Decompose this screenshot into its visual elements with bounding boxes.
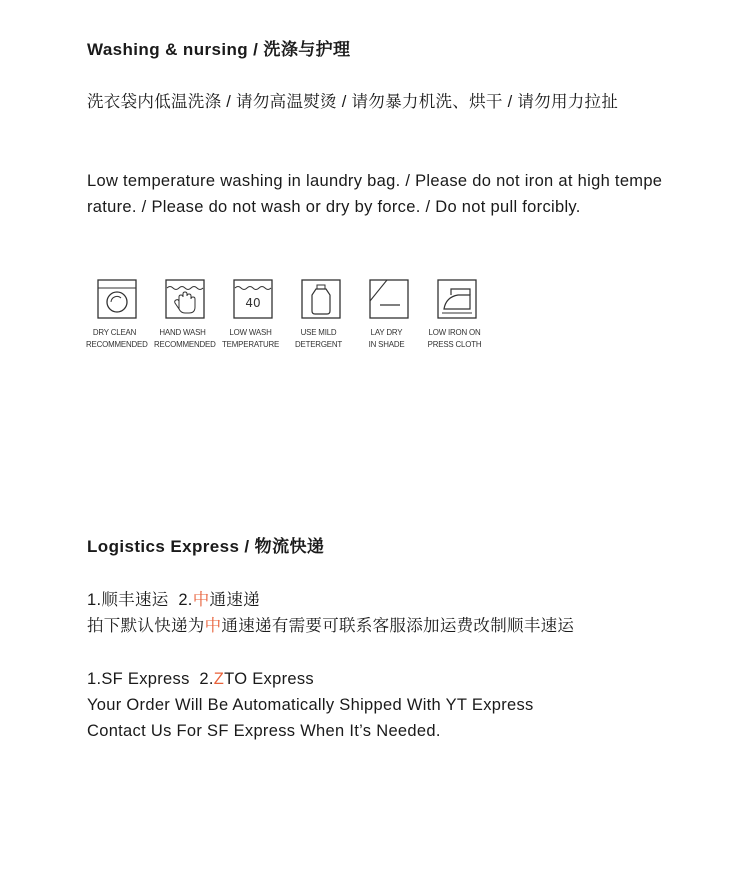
cn-line1-part-c: 通速递: [209, 591, 260, 609]
en-line1-part-c: TO Express: [224, 670, 314, 688]
care-item-low-wash: [223, 279, 291, 350]
care-item-mild-detergent: [291, 279, 359, 350]
en-line1-part-a: 1.SF Express 2.: [87, 670, 214, 688]
care-label-line1: LOW IRON ON: [428, 327, 481, 337]
en-line1-highlight: Z: [213, 670, 225, 688]
hand-wash-icon: [165, 279, 205, 319]
cn-line1-highlight: 中: [192, 591, 210, 609]
low-iron-icon: [437, 279, 477, 319]
low-wash-temperature-icon: [233, 279, 273, 319]
dry-clean-icon: [97, 279, 137, 319]
care-label-line1: LAY DRY: [370, 327, 403, 337]
cn-line2-highlight: 中: [204, 617, 222, 635]
care-label-line2: IN SHADE: [368, 339, 405, 349]
care-label-line1: LOW WASH: [229, 327, 272, 337]
lay-dry-shade-icon: [369, 279, 409, 319]
washing-en-text: Low temperature washing in laundry bag. / Please do not iron at high temperature. / Please do not wash or dry by force. / Do not pull forcibly.: [87, 172, 663, 216]
cn-line2-part-a: 拍下默认快递为: [87, 617, 205, 635]
logistics-en-block: [87, 666, 687, 744]
washing-cn-text-block: [87, 89, 667, 115]
logistics-cn-line2: [87, 613, 667, 639]
cn-line2-part-c: 通速递有需要可联系客服添加运费改制顺丰速运: [221, 617, 575, 635]
care-label-line1: USE MILD: [300, 327, 337, 337]
care-item-dry-clean: [87, 279, 155, 350]
cn-line1-part-a: 1.顺丰速运 2.: [87, 591, 193, 609]
logistics-en-line2: Your Order Will Be Automatically Shipped With YT Express: [87, 696, 534, 714]
washing-en-text-block: [87, 168, 667, 220]
washing-title: Washing & nursing / 洗涤与护理: [87, 40, 351, 59]
care-item-low-iron: [427, 279, 495, 350]
washing-cn-text: 洗衣袋内低温洗涤 / 请勿高温熨烫 / 请勿暴力机洗、烘干 / 请勿用力拉扯: [87, 93, 619, 111]
wash-temperature-value: 40: [245, 296, 261, 310]
care-label-line2: RECOMMENDED: [154, 339, 216, 349]
logistics-title: Logistics Express / 物流快递: [87, 537, 325, 556]
logistics-en-line1: [87, 666, 687, 692]
logistics-cn-line1: [87, 587, 667, 613]
care-label-line1: HAND WASH: [159, 327, 206, 337]
care-label-line2: RECOMMENDED: [86, 339, 148, 349]
logistics-cn-block: [87, 587, 667, 639]
mild-detergent-icon: [301, 279, 341, 319]
care-icons-row: [87, 279, 495, 350]
care-item-lay-dry: [359, 279, 427, 350]
logistics-section: [87, 535, 667, 559]
care-label-line2: DETERGENT: [294, 339, 343, 349]
care-label-line1: DRY CLEAN: [92, 327, 137, 337]
logistics-en-line3: Contact Us For SF Express When It’s Needed.: [87, 722, 441, 740]
care-label-line2: TEMPERATURE: [222, 339, 280, 349]
care-item-hand-wash: [155, 279, 223, 350]
care-label-line2: PRESS CLOTH: [427, 339, 482, 349]
washing-section: [87, 38, 667, 62]
